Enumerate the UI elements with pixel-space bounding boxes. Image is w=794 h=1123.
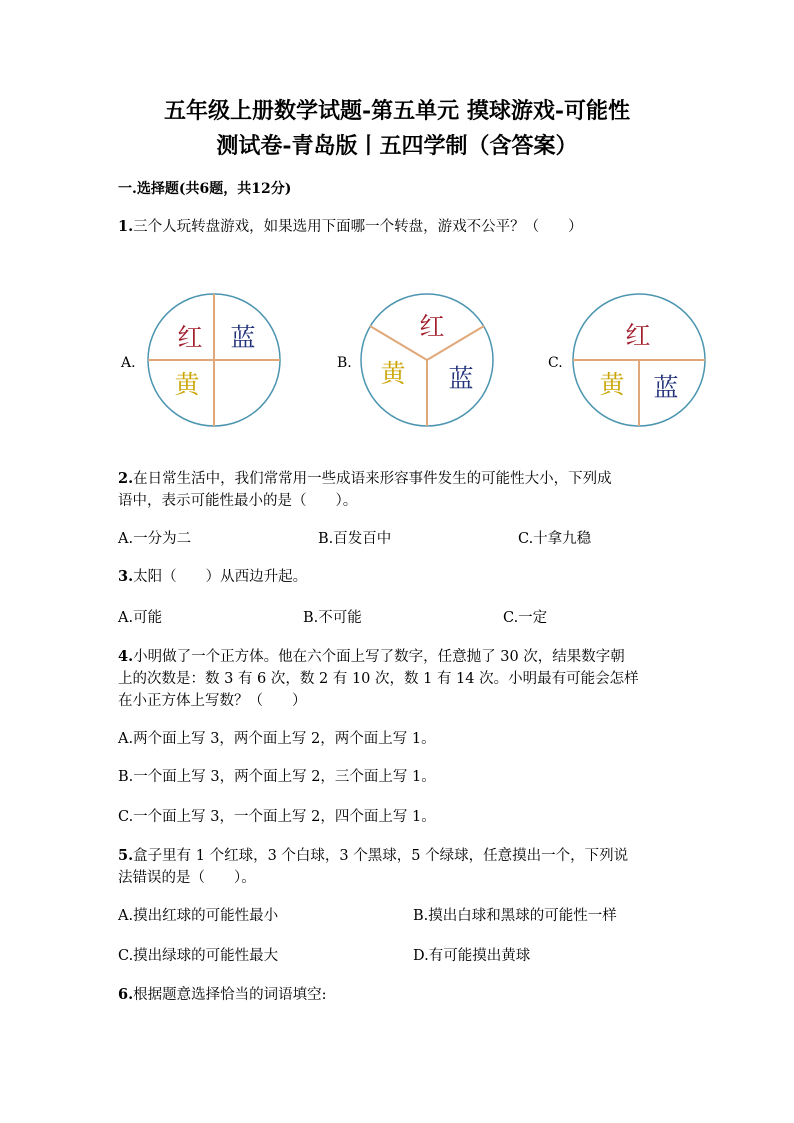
question-number: 3. [118, 568, 134, 585]
wheel-b-sector-yellow: 黄 [380, 359, 406, 388]
q5-option-b: B.摸出白球和黑球的可能性一样 [413, 908, 617, 924]
q2-option-a: A.一分为二 [118, 531, 192, 547]
wheel-a-sector-yellow: 黄 [174, 370, 200, 399]
question-text-line2: 语中，表示可能性最小的是（ ）。 [118, 493, 358, 509]
question-text-line1: 盒子里有 1 个红球，3 个白球，3 个黑球，5 个绿球，任意摸出一个，下列说 [133, 848, 629, 864]
wheel-a-sector-red: 红 [177, 323, 203, 352]
question-text-line1: 小明做了一个正方体。他在六个面上写了数字，任意抛了 30 次，结果数字朝 [133, 649, 625, 665]
wheel-c [567, 290, 711, 430]
question-text: 太阳（ ）从西边升起。 [133, 569, 308, 585]
q5-option-a: A.摸出红球的可能性最小 [118, 908, 279, 924]
q3-option-c: C.一定 [503, 610, 548, 626]
question-4 [118, 646, 678, 712]
question-number: 5. [118, 847, 134, 864]
question-text-line3: 在小正方体上写数？（ ） [118, 693, 307, 709]
q3-option-a: A.可能 [118, 610, 163, 626]
wheel-b-divider-left [370, 326, 427, 360]
question-number: 4. [118, 648, 134, 665]
question-6 [118, 984, 678, 1006]
question-text-line2: 法错误的是（ ）。 [118, 870, 256, 886]
wheel-c-sector-red: 红 [625, 321, 651, 350]
page-title-line1: 五年级上册数学试题-第五单元 摸球游戏-可能性 [164, 98, 630, 124]
question-number: 6. [118, 986, 134, 1003]
q4-option-b: B.一个面上写 3，两个面上写 2，三个面上写 1。 [118, 769, 436, 785]
q4-option-c: C.一个面上写 3，一个面上写 2，四个面上写 1。 [118, 809, 436, 825]
q2-option-c: C.十拿九稳 [518, 531, 592, 547]
question-text-line2: 上的次数是：数 3 有 6 次，数 2 有 10 次，数 1 有 14 次。小明最有可能会怎样 [118, 671, 639, 687]
q3-option-b: B.不可能 [303, 610, 362, 626]
question-text: 三个人玩转盘游戏，如果选用下面哪一个转盘，游戏不公平？（ ） [133, 219, 583, 235]
wheel-b-label: B. [337, 355, 352, 371]
wheel-c-sector-blue: 蓝 [653, 373, 679, 402]
question-2 [118, 468, 678, 512]
wheel-c-sector-yellow: 黄 [599, 370, 625, 399]
q4-option-a: A.两个面上写 3，两个面上写 2，两个面上写 1。 [118, 731, 436, 747]
wheel-b [355, 290, 499, 430]
wheel-a-sector-blue: 蓝 [230, 323, 256, 352]
wheel-a [140, 290, 288, 430]
q5-option-d: D.有可能摸出黄球 [413, 948, 531, 964]
question-text-line1: 在日常生活中，我们常常用一些成语来形容事件发生的可能性大小，下列成 [133, 471, 612, 487]
question-number: 2. [118, 470, 134, 487]
page-title-line2: 测试卷-青岛版丨五四学制（含答案） [216, 133, 578, 159]
section-heading: 一.选择题(共6题，共12分) [118, 181, 292, 197]
wheel-b-sector-red: 红 [419, 312, 445, 341]
question-3 [118, 566, 678, 588]
question-number: 1. [118, 218, 134, 235]
wheel-c-label: C. [548, 355, 563, 371]
wheel-b-sector-blue: 蓝 [448, 364, 474, 393]
q5-option-c: C.摸出绿球的可能性最大 [118, 948, 279, 964]
question-5 [118, 845, 678, 889]
wheel-a-label: A. [121, 355, 136, 371]
q2-option-b: B.百发百中 [318, 531, 392, 547]
question-text: 根据题意选择恰当的词语填空: [133, 987, 327, 1003]
question-1 [118, 216, 678, 238]
